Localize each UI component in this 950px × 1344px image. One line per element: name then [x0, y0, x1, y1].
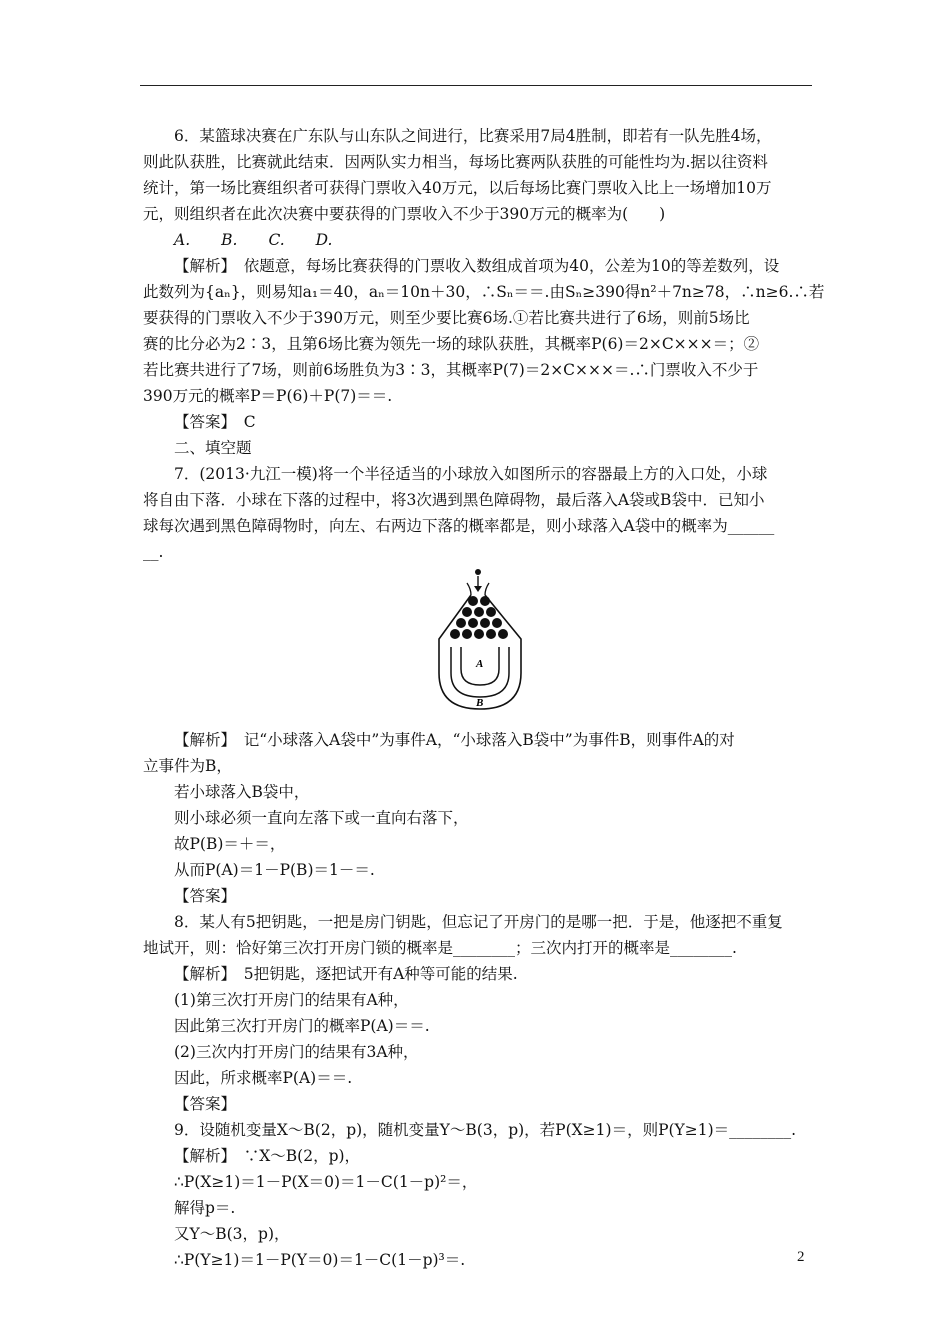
- q7-analysis-3: 若小球落入B袋中，: [174, 783, 310, 801]
- q6-analysis-3: 要获得的门票收入不少于390万元，则至少要比赛6场.①若比赛共进行了6场，则前5场比: [143, 309, 750, 327]
- q9-analysis-5: ∴P(Y≥1)＝1－P(Y＝0)＝1－C(1－p)³＝.: [174, 1251, 466, 1269]
- q6-analysis-6: 390万元的概率P＝P(6)＋P(7)＝＝.: [143, 387, 393, 405]
- q6-analysis-2: 此数列为{aₙ}，则易知a₁＝40，aₙ＝10n＋30，∴Sₙ＝＝.由Sₙ≥390得n²＋7n≥78，∴n≥6.∴若: [143, 283, 825, 301]
- q7-answer: 【答案】: [174, 887, 237, 905]
- bag-a-label: A: [476, 658, 484, 670]
- q6-line-4: 元，则组织者在此次决赛中要获得的门票收入不少于390万元的概率为( ): [143, 205, 666, 223]
- q8-line-1: 8．某人有5把钥匙，一把是房门钥匙，但忘记了开房门的是哪一把．于是，他逐把不重复: [174, 913, 783, 931]
- container-figure: [143, 569, 815, 719]
- q6-analysis-4: 赛的比分必为2∶3，且第6场比赛为领先一场的球队获胜，其概率P(6)＝2×C×××＝；②: [143, 335, 760, 353]
- ball-container-diagram: [429, 569, 533, 713]
- q7-analysis-6: 从而P(A)＝1－P(B)＝1－＝.: [174, 861, 375, 879]
- q7-analysis-2: 立事件为B，: [143, 757, 232, 775]
- q8-answer: 【答案】: [174, 1095, 237, 1113]
- q7-line-4: __.: [143, 543, 164, 561]
- ball-icon: [475, 569, 481, 575]
- q6-line-3: 统计，第一场比赛组织者可获得门票收入40万元，以后每场比赛门票收入比上一场增加10万: [143, 179, 772, 197]
- q8-analysis-4: (2)三次内打开房门的结果有3A种，: [174, 1043, 419, 1061]
- q8-analysis-3: 因此第三次打开房门的概率P(A)＝＝.: [174, 1017, 430, 1035]
- q8-analysis-1: 【解析】 5把钥匙，逐把试开有A种等可能的结果.: [174, 965, 518, 983]
- q9-line-1: 9．设随机变量X～B(2，p)，随机变量Y～B(3，p)，若P(X≥1)＝，则P(Y≥1)＝________.: [174, 1121, 797, 1139]
- drop-arrow-head: [474, 586, 482, 592]
- section-title-fill-in: 二、填空题: [174, 439, 252, 457]
- header-rule: [140, 85, 812, 86]
- page-number: 2: [797, 1249, 805, 1265]
- q7-analysis-1: 【解析】 记“小球落入A袋中”为事件A，“小球落入B袋中”为事件B，则事件A的对: [174, 731, 735, 749]
- q6-line-1: 6．某篮球决赛在广东队与山东队之间进行，比赛采用7局4胜制，即若有一队先胜4场，: [174, 127, 772, 145]
- q8-analysis-2: (1)第三次打开房门的结果有A种，: [174, 991, 409, 1009]
- q6-options: A. B. C. D.: [174, 231, 333, 249]
- obstacles: [450, 596, 508, 639]
- bag-b-wall: [451, 647, 509, 697]
- page-content: [143, 123, 825, 1273]
- q9-analysis-2: ∴P(X≥1)＝1－P(X＝0)＝1－C(1－p)²＝，: [174, 1173, 478, 1191]
- bag-b-label: B: [476, 697, 484, 709]
- q8-line-2: 地试开，则：恰好第三次打开房门锁的概率是________；三次内打开的概率是________.: [143, 939, 737, 957]
- q7-line-1: 7．(2013·九江一模)将一个半径适当的小球放入如图所示的容器最上方的入口处，小球: [174, 465, 768, 483]
- q6-answer: 【答案】 C: [174, 413, 256, 431]
- q6-analysis-1: 【解析】 依题意，每场比赛获得的门票收入数组成首项为40，公差为10的等差数列，设: [174, 257, 780, 275]
- q7-analysis-4: 则小球必须一直向左落下或一直向右落下，: [174, 809, 469, 827]
- q8-analysis-5: 因此，所求概率P(A)＝＝.: [174, 1069, 353, 1087]
- q6-line-2: 则此队获胜，比赛就此结束．因两队实力相当，每场比赛两队获胜的可能性均为.据以往资料: [143, 153, 768, 171]
- q9-analysis-1: 【解析】 ∵X～B(2，p)，: [174, 1147, 361, 1165]
- q9-analysis-4: 又Y～B(3，p)，: [174, 1225, 290, 1243]
- q7-analysis-5: 故P(B)＝＋＝，: [174, 835, 286, 853]
- q6-analysis-5: 若比赛共进行了7场，则前6场胜负为3∶3，其概率P(7)＝2×C×××＝.∴门票收入不少于: [143, 361, 759, 379]
- q7-line-3: 球每次遇到黑色障碍物时，向左、右两边下落的概率都是，则小球落入A袋中的概率为______: [143, 517, 775, 535]
- q9-analysis-3: 解得p＝.: [174, 1199, 236, 1217]
- q7-line-2: 将自由下落．小球在下落的过程中，将3次遇到黑色障碍物，最后落入A袋或B袋中．已知小: [143, 491, 765, 509]
